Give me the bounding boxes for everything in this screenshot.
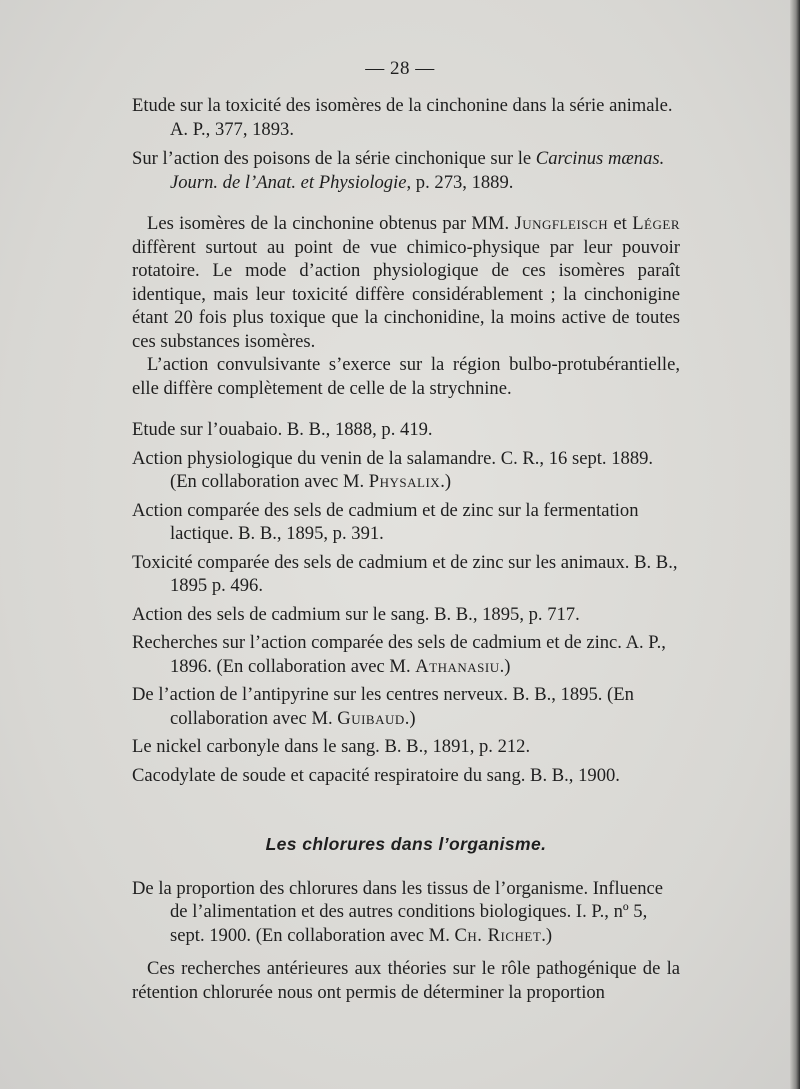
bibliography-entry: Etude sur la toxicité des isomères de la cinchonine dans la série animale. A. P., 377, 1893. xyxy=(132,95,673,140)
bibliography-entry: Recherches sur l’action comparée des sels de cadmium et de zinc. A. P., 1896. (En collaboration avec M. Athanasiu.) xyxy=(132,632,666,677)
page-number: — 28 — xyxy=(365,58,435,79)
bibliography-entry: De la proportion des chlorures dans les tissus de l’organisme. Influence de l’alimentation et des autres conditions biologiques. I. P., nº 5, sept. 1900. (En collaboration avec M. Ch. Richet.) xyxy=(132,877,663,946)
journal-title: Carcinus mænas. Journ. de l’Anat. et Physiologie xyxy=(170,148,665,193)
bibliography-list xyxy=(132,418,680,787)
bibliography-entry: Le nickel carbonyle dans le sang. B. B., 1891, p. 212. xyxy=(132,736,531,757)
bibliography-entry: Action des sels de cadmium sur le sang. B. B., 1895, p. 717. xyxy=(132,603,580,625)
bibliography-entry: De l’action de l’antipyrine sur les centres nerveux. B. B., 1895. (En collaboration avec M. Guibaud.) xyxy=(132,684,634,729)
summary-paragraph: Les isomères de la cinchonine obtenus par MM. Jungfleisch et Léger diffèrent surtout au point de vue chimico-physique par leur pouvoir rotatoire. Le mode d’action physiologique de ces isomères paraît identique, mais leur toxicité diffère considérablement ; la cinchonigine étant 20 fois plus toxique que la cinchonidine, la moins active de toutes ces substances isomères. xyxy=(132,213,680,352)
scan-edge-shadow xyxy=(790,0,800,1089)
bibliography-entry: Action physiologique du venin de la salamandre. C. R., 16 sept. 1889. (En collaboration avec M. Physalix.) xyxy=(132,447,654,492)
summary-paragraph: L’action convulsivante s’exerce sur la région bulbo-protubérantielle, elle diffère complètement de celle de la strychnine. xyxy=(132,354,680,399)
bibliography-entry: Etude sur l’ouabaio. B. B., 1888, p. 419. xyxy=(132,419,433,440)
author-name: Léger xyxy=(632,213,680,234)
author-name: Physalix xyxy=(368,471,441,492)
bibliography-list xyxy=(132,877,680,948)
bibliography-entry: Toxicité comparée des sels de cadmium et de zinc sur les animaux. B. B., 1895 p. 496. xyxy=(132,551,678,596)
page-content xyxy=(132,94,680,1004)
bibliography-entry: Action comparée des sels de cadmium et de zinc sur la fermentation lactique. B. B., 1895, p. 391. xyxy=(132,499,639,544)
summary-paragraph: Ces recherches antérieures aux théories sur le rôle pathogénique de la rétention chlorurée nous ont permis de déterminer la proportion xyxy=(132,958,680,1003)
author-name: Athanasiu xyxy=(415,655,500,677)
bibliography-entry: Cacodylate de soude et capacité respiratoire du sang. B. B., 1900. xyxy=(132,764,620,786)
section-title: Les chlorures dans l’organisme. xyxy=(265,834,547,854)
author-name: Ch. Richet xyxy=(454,924,542,946)
author-name: Guibaud xyxy=(337,707,405,729)
author-name: Jungfleisch xyxy=(514,213,609,234)
bibliography-entry: Sur l’action des poisons de la série cinchonique sur le Carcinus mænas. Journ. de l’Anat. et Physiologie, p. 273, 1889. xyxy=(132,148,665,193)
